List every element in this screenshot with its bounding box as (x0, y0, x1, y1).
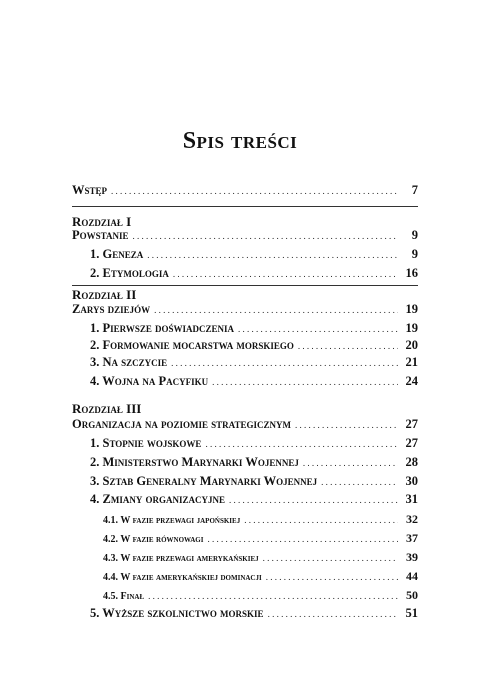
toc-entry[interactable] (90, 355, 418, 370)
toc-page-number: 30 (405, 474, 418, 488)
toc-entry-label: 2. Etymologia (90, 266, 169, 280)
toc-entry-label: Powstanie (72, 228, 129, 242)
leader-dots (111, 183, 398, 198)
leader-dots (205, 436, 398, 451)
toc-entry-label: 1. Stopnie wojskowe (90, 436, 202, 450)
toc-page-number: 39 (406, 550, 418, 564)
toc-entry-label: Zarys dziejów (72, 302, 151, 316)
toc-entry-label: Wstęp (72, 183, 108, 197)
toc-entry[interactable] (90, 474, 418, 489)
leader-dots (298, 338, 398, 353)
leader-dots (171, 355, 398, 370)
leader-dots (207, 532, 398, 547)
toc-page-number: 31 (405, 492, 418, 506)
toc-page-number: 19 (405, 321, 418, 335)
toc-page-number: 7 (411, 183, 418, 197)
toc-entry-chapter-3[interactable] (72, 417, 418, 432)
leader-dots (268, 606, 398, 621)
toc-page-number: 16 (405, 266, 418, 280)
toc-entry-label: 4. Zmiany organizacyjne (90, 492, 225, 506)
toc-entry-label: 4.5. Finał (103, 591, 145, 602)
toc-entry-label: 4. Wojna na Pacyfiku (90, 374, 209, 388)
toc-page-number: 21 (405, 355, 418, 369)
toc-entry[interactable] (90, 492, 418, 507)
leader-dots (148, 589, 398, 604)
toc-page-number: 20 (405, 338, 418, 352)
leader-dots (229, 492, 398, 507)
toc-entry-label: 4.2. W fazie równowagi (103, 534, 204, 545)
leader-dots (303, 455, 398, 470)
leader-dots (321, 474, 398, 489)
toc-entry[interactable] (90, 455, 418, 470)
toc-page-number: 9 (411, 228, 418, 242)
toc-entry[interactable] (90, 266, 418, 281)
leader-dots (154, 302, 398, 317)
leader-dots (238, 321, 398, 336)
toc-entry[interactable] (90, 374, 418, 389)
toc-entry-label: 1. Geneza (90, 247, 144, 261)
toc-entry[interactable] (90, 338, 418, 353)
toc-page-number: 27 (405, 436, 418, 450)
chapter-heading-3: Rozdział III (72, 401, 142, 416)
leader-dots (263, 551, 398, 566)
toc-entry-label: 4.4. W fazie amerykańskiej dominacji (103, 572, 262, 583)
leader-dots (244, 513, 398, 528)
toc-entry-label: 5. Wyższe szkolnictwo morskie (90, 606, 264, 620)
leader-dots (295, 417, 398, 432)
toc-page-number: 37 (406, 531, 418, 545)
toc-entry-chapter-2[interactable] (72, 302, 418, 317)
toc-page-number: 50 (406, 588, 418, 602)
toc-subentry[interactable] (103, 512, 418, 528)
leader-dots (212, 374, 398, 389)
toc-entry[interactable] (90, 247, 418, 262)
toc-entry-label: 2. Formowanie mocarstwa morskiego (90, 338, 294, 352)
leader-dots (266, 570, 398, 585)
toc-page-number: 19 (405, 302, 418, 316)
section-divider (72, 285, 418, 286)
toc-page-number: 32 (406, 512, 418, 526)
leader-dots (173, 266, 398, 281)
toc-entry-label: 3. Na szczycie (90, 355, 168, 369)
toc-entry-label: 4.3. W fazie przewagi amerykańskiej (103, 553, 259, 564)
toc-subentry[interactable] (103, 531, 418, 547)
toc-subentry[interactable] (103, 588, 418, 604)
leader-dots (132, 228, 398, 243)
leader-dots (147, 247, 398, 262)
toc-page-number: 24 (405, 374, 418, 388)
page-title: Spis treści (182, 128, 298, 154)
toc-entry-label: 1. Pierwsze doświadczenia (90, 321, 234, 335)
toc-entry-wstep[interactable] (72, 183, 418, 198)
toc-entry[interactable] (90, 606, 418, 621)
toc-entry-chapter-1[interactable] (72, 228, 418, 243)
toc-entry-label: Organizacja na poziomie strategicznym (72, 417, 291, 431)
toc-page-number: 28 (405, 455, 418, 469)
toc-page-number: 51 (405, 606, 418, 620)
toc-entry[interactable] (90, 321, 418, 336)
toc-entry[interactable] (90, 436, 418, 451)
toc-page-number: 27 (405, 417, 418, 431)
toc-entry-label: 4.1. W fazie przewagi japońskiej (103, 515, 241, 526)
chapter-heading-2: Rozdział II (72, 287, 137, 302)
toc-subentry[interactable] (103, 569, 418, 585)
toc-entry-label: 3. Sztab Generalny Marynarki Wojennej (90, 474, 318, 488)
toc-entry-label: 2. Ministerstwo Marynarki Wojennej (90, 455, 299, 469)
chapter-heading-1: Rozdział I (72, 214, 132, 229)
toc-page-number: 9 (411, 247, 418, 261)
section-divider (72, 206, 418, 207)
toc-subentry[interactable] (103, 550, 418, 566)
toc-page-number: 44 (406, 569, 418, 583)
